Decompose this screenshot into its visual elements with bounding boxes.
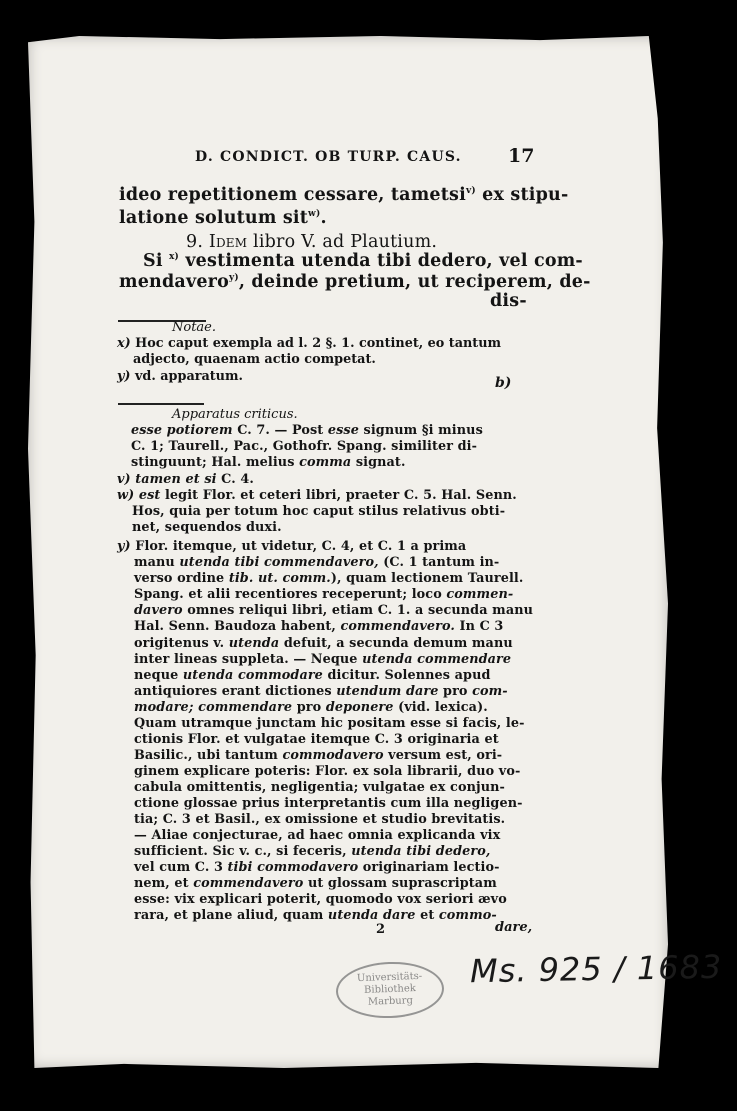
apparatus-line: — Aliae conjecturae, ad haec omnia explicanda vix — [134, 828, 501, 843]
page-number: 17 — [508, 145, 535, 167]
stamp-line: Marburg — [367, 995, 414, 1008]
divider-rule — [118, 403, 204, 405]
apparatus-line: stinguunt; Hal. melius comma signat. — [131, 455, 406, 470]
apparatus-line: net, sequendos duxi. — [132, 520, 282, 535]
apparatus-line: sufficient. Sic v. c., si feceris, utenda tibi dedero, — [134, 844, 491, 859]
notes-heading: Notae. — [172, 320, 217, 335]
section-heading: 9. Idem libro V. ad Plautium. — [186, 232, 438, 252]
apparatus-line: esse potiorem C. 7. — Post esse signum §i minus — [131, 423, 483, 438]
apparatus-line: Hos, quia per totum hoc caput stilus relativus obti- — [132, 504, 506, 519]
apparatus-line: cabula omittentis, negligentia; vulgatae ex conjun- — [134, 780, 505, 795]
apparatus-line: antiquiores erant dictiones utendum dare pro com- — [134, 684, 508, 699]
handwritten-shelfmark: Ms. 925 / 1683 — [469, 947, 723, 991]
apparatus-line: w) est legit Flor. et ceteri libri, praeter C. 5. Hal. Senn. — [117, 488, 517, 503]
stamp-line: Universitäts- — [356, 970, 423, 985]
main-text-line: dis- — [490, 291, 527, 311]
note-x: x) Hoc caput exempla ad l. 2 §. 1. continet, eo tantum — [117, 336, 502, 351]
apparatus-heading: Apparatus criticus. — [172, 407, 298, 422]
main-text-line: Si $^{x)}$ vestimenta utenda tibi dedero, vel com- — [143, 251, 583, 271]
apparatus-line: Quam utramque junctam hic positam esse si facis, le- — [134, 716, 525, 731]
apparatus-line: verso ordine tib. ut. comm.), quam lectionem Taurell. — [134, 571, 524, 586]
page-signature: 2 — [376, 922, 386, 937]
apparatus-line: ginem explicare poteris: Flor. ex sola librarii, duo vo- — [134, 764, 521, 779]
apparatus-line: manu utenda tibi commendavero, (C. 1 tantum in- — [134, 555, 500, 570]
main-text-line: mendavero$^{y)}$, deinde pretium, ut reciperem, de- — [119, 272, 591, 292]
apparatus-line: modare; commendare pro deponere (vid. lexica). — [134, 700, 488, 715]
apparatus-line: v) tamen et si C. 4. — [117, 472, 254, 487]
apparatus-line: rara, et plane aliud, quam utenda dare et commo- — [134, 908, 497, 923]
apparatus-line: Basilic., ubi tantum commodavero versum est, ori- — [134, 748, 503, 763]
apparatus-line: ctione glossae prius interpretantis cum illa negligen- — [134, 796, 523, 811]
apparatus-line: C. 1; Taurell., Pac., Gothofr. Spang. similiter di- — [131, 439, 478, 454]
note-x-cont: adjecto, quaenam actio competat. — [133, 352, 376, 367]
apparatus-line: inter lineas suppleta. — Neque utenda commendare — [134, 652, 512, 667]
apparatus-line: davero omnes reliqui libri, etiam C. 1. a secunda manu — [134, 603, 534, 618]
main-text-line: ideo repetitionem cessare, tametsi$^{v)}$ ex stipu- — [119, 185, 569, 205]
apparatus-line: ctionis Flor. et vulgatae itemque C. 3 originaria et — [134, 732, 499, 747]
apparatus-line: neque utenda commodare dicitur. Solennes apud — [134, 668, 491, 683]
catchword: dare, — [495, 920, 533, 935]
running-head: D. CONDICT. OB TURP. CAUS. — [195, 149, 462, 165]
stamp-line: Bibliothek — [363, 983, 417, 996]
apparatus-line: y) Flor. itemque, ut videtur, C. 4, et C. 1 a prima — [117, 539, 467, 554]
note-y: y) vd. apparatum. — [117, 369, 243, 384]
notes-catchword: b) — [495, 375, 512, 391]
apparatus-line: nem, et commendavero ut glossam suprascriptam — [134, 876, 497, 891]
apparatus-line: Spang. et alii recentiores receperunt; loco commen- — [134, 587, 514, 602]
apparatus-line: tia; C. 3 et Basil., ex omissione et studio brevitatis. — [134, 812, 506, 827]
apparatus-line: Hal. Senn. Baudoza habent, commendavero. In C 3 — [134, 619, 504, 634]
main-text-line: latione solutum sit$^{w)}$. — [119, 208, 327, 228]
apparatus-line: origitenus v. utenda defuit, a secunda demum manu — [134, 636, 513, 651]
apparatus-line: esse: vix explicari poterit, quomodo vox seriori ævo — [134, 892, 507, 907]
apparatus-line: vel cum C. 3 tibi commodavero originariam lectio- — [134, 860, 500, 875]
